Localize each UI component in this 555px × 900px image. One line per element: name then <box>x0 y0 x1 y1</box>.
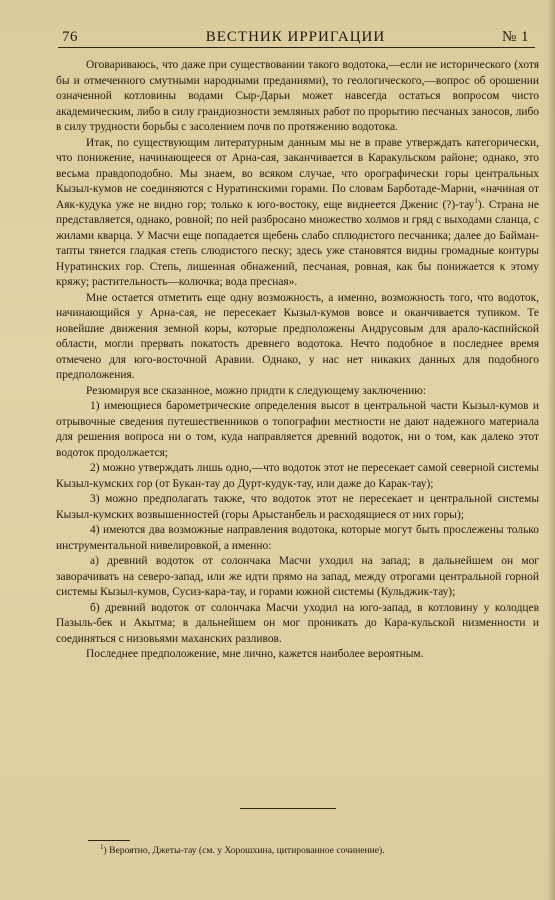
paragraph-text-cont: ). Страна не представляется, однако, ровной; по ней разбросано множество холмов и гряд с выходами сланца, с жилами кварца. У Масчи еще попадается щебень слабо сплюдистого песчаника; далее до Байман-тапты тянется гладкая степь слюдистого песку; здесь уже становятся видны громадные контуры Нуратинских гор. Степь, лишенная обнажений, песчаная, ровная, как бы понижается к этому кряжу; растительность—колючка; вода пресная». <box>56 198 539 288</box>
section-separator <box>240 808 336 809</box>
sub-list-item: б) древний водоток от солончака Масчи уходил на юго-запад, в котловину у колодцев Пазыль-бек и Акытма; в дальнейшем он мог проникать до Кара-кульской низменности и соединяться с низовьями маханских разливов. <box>56 601 539 645</box>
paragraph: Оговариваюсь, что даже при существовании такого водотока,—если не исторического (хотя бы и отмеченного смутными народными преданиями), то геологического,—вопрос об орошении означенной котловины водами Сыр-Дарьи может навсегда остаться вопросом чисто академическим, либо в силу грандиозности земляных работ по прорытию песчаных заносов, либо в силу трудности борьбы с засолением почв по протяжению водотока. <box>56 59 539 133</box>
list-item: 2) можно утверждать лишь одно,—что водоток этот не пересекает самой северной системы Кызыл-кумских гор (от Букан-тау до Дурт-кудук-тау, или даже до Карак-тау); <box>56 462 539 490</box>
paragraph-text: Итак, по существующим литературным данным мы не в праве утверждать категорически, что понижение, начинающееся от Арна-сая, заканчивается в Каракульском районе; однако, это весьма правдоподобно. Мы знаем, во всяком случае, что орографически горы центральных Кызыл-кумов не соединяются с Нуратинскими горами. По словам Барботаде-Марни, «начиная от Аяк-кудука уже не видно гор; только к юго-востоку, еще виднеется Дженис (?)-тау <box>56 136 539 211</box>
footnote-rule <box>88 840 130 841</box>
list-item: 4) имеются два возможные направления водотока, которые могут быть прослежены только инструментальной нивелировкой, а именно: <box>56 524 539 552</box>
issue-number: № 1 <box>501 29 529 45</box>
closing-paragraph: Последнее предположение, мне лично, кажется наиболее вероятным. <box>86 648 424 660</box>
footnote-mark: 1 <box>100 842 104 851</box>
paragraph: Мне остается отметить еще одну возможность, а именно, возможность того, что водоток, начинающийся у Арна-сая, не пересекает Кызыл-кумов вовсе и оканчивается тупиком. Те новейшие движения земной коры, которые предположены Андрусовым для арало-каспийской области, могли прервать покатость древнего водотока. Нечто подобное в последнее время отмечено для юго-восточной Аравии. Однако, у нас нет никаких данных для подобного предположения. <box>56 291 539 381</box>
footnote-ref[interactable]: 1 <box>474 196 478 205</box>
article-body <box>56 58 539 663</box>
list-item: 3) можно предполагать также, что водоток этот не пересекает и центральной системы Кызыл-кумских возвышенностей (горы Арыстанбель и расходящиеся от них горы); <box>56 493 539 521</box>
paragraph: Резюмируя все сказанное, можно придти к следующему заключению: <box>86 384 427 397</box>
footnote-text: ) Вероятно, Джеты-тау (см. у Хорошхина, цитированное сочинение). <box>103 845 385 856</box>
page-number: 76 <box>62 29 78 45</box>
paragraph <box>56 136 539 291</box>
journal-title: ВЕСТНИК ИРРИГАЦИИ <box>205 29 386 45</box>
running-header <box>56 26 535 48</box>
header-rule <box>58 47 535 48</box>
list-item: 1) имеющиеся барометрические определения высот в центральной части Кызыл-кумов и отрывочные сведения путешественников о топографии местности не дают надежного материала для решения вопроса ни о том, куда направляется древний водоток, ни о том, как далеко этот водоток продолжается; <box>56 400 539 459</box>
page-edge-shadow <box>547 0 555 900</box>
footnote <box>100 842 515 857</box>
sub-list-item: а) древний водоток от солончака Масчи уходил на запад; в дальнейшем он мог заворачивать на северо-запад, или же идти прямо на запад, между отрогами центральной горной системы Кызыл-кумов, Сусиз-кара-тау, и горами южной системы (Кульджик-тау); <box>56 555 539 598</box>
